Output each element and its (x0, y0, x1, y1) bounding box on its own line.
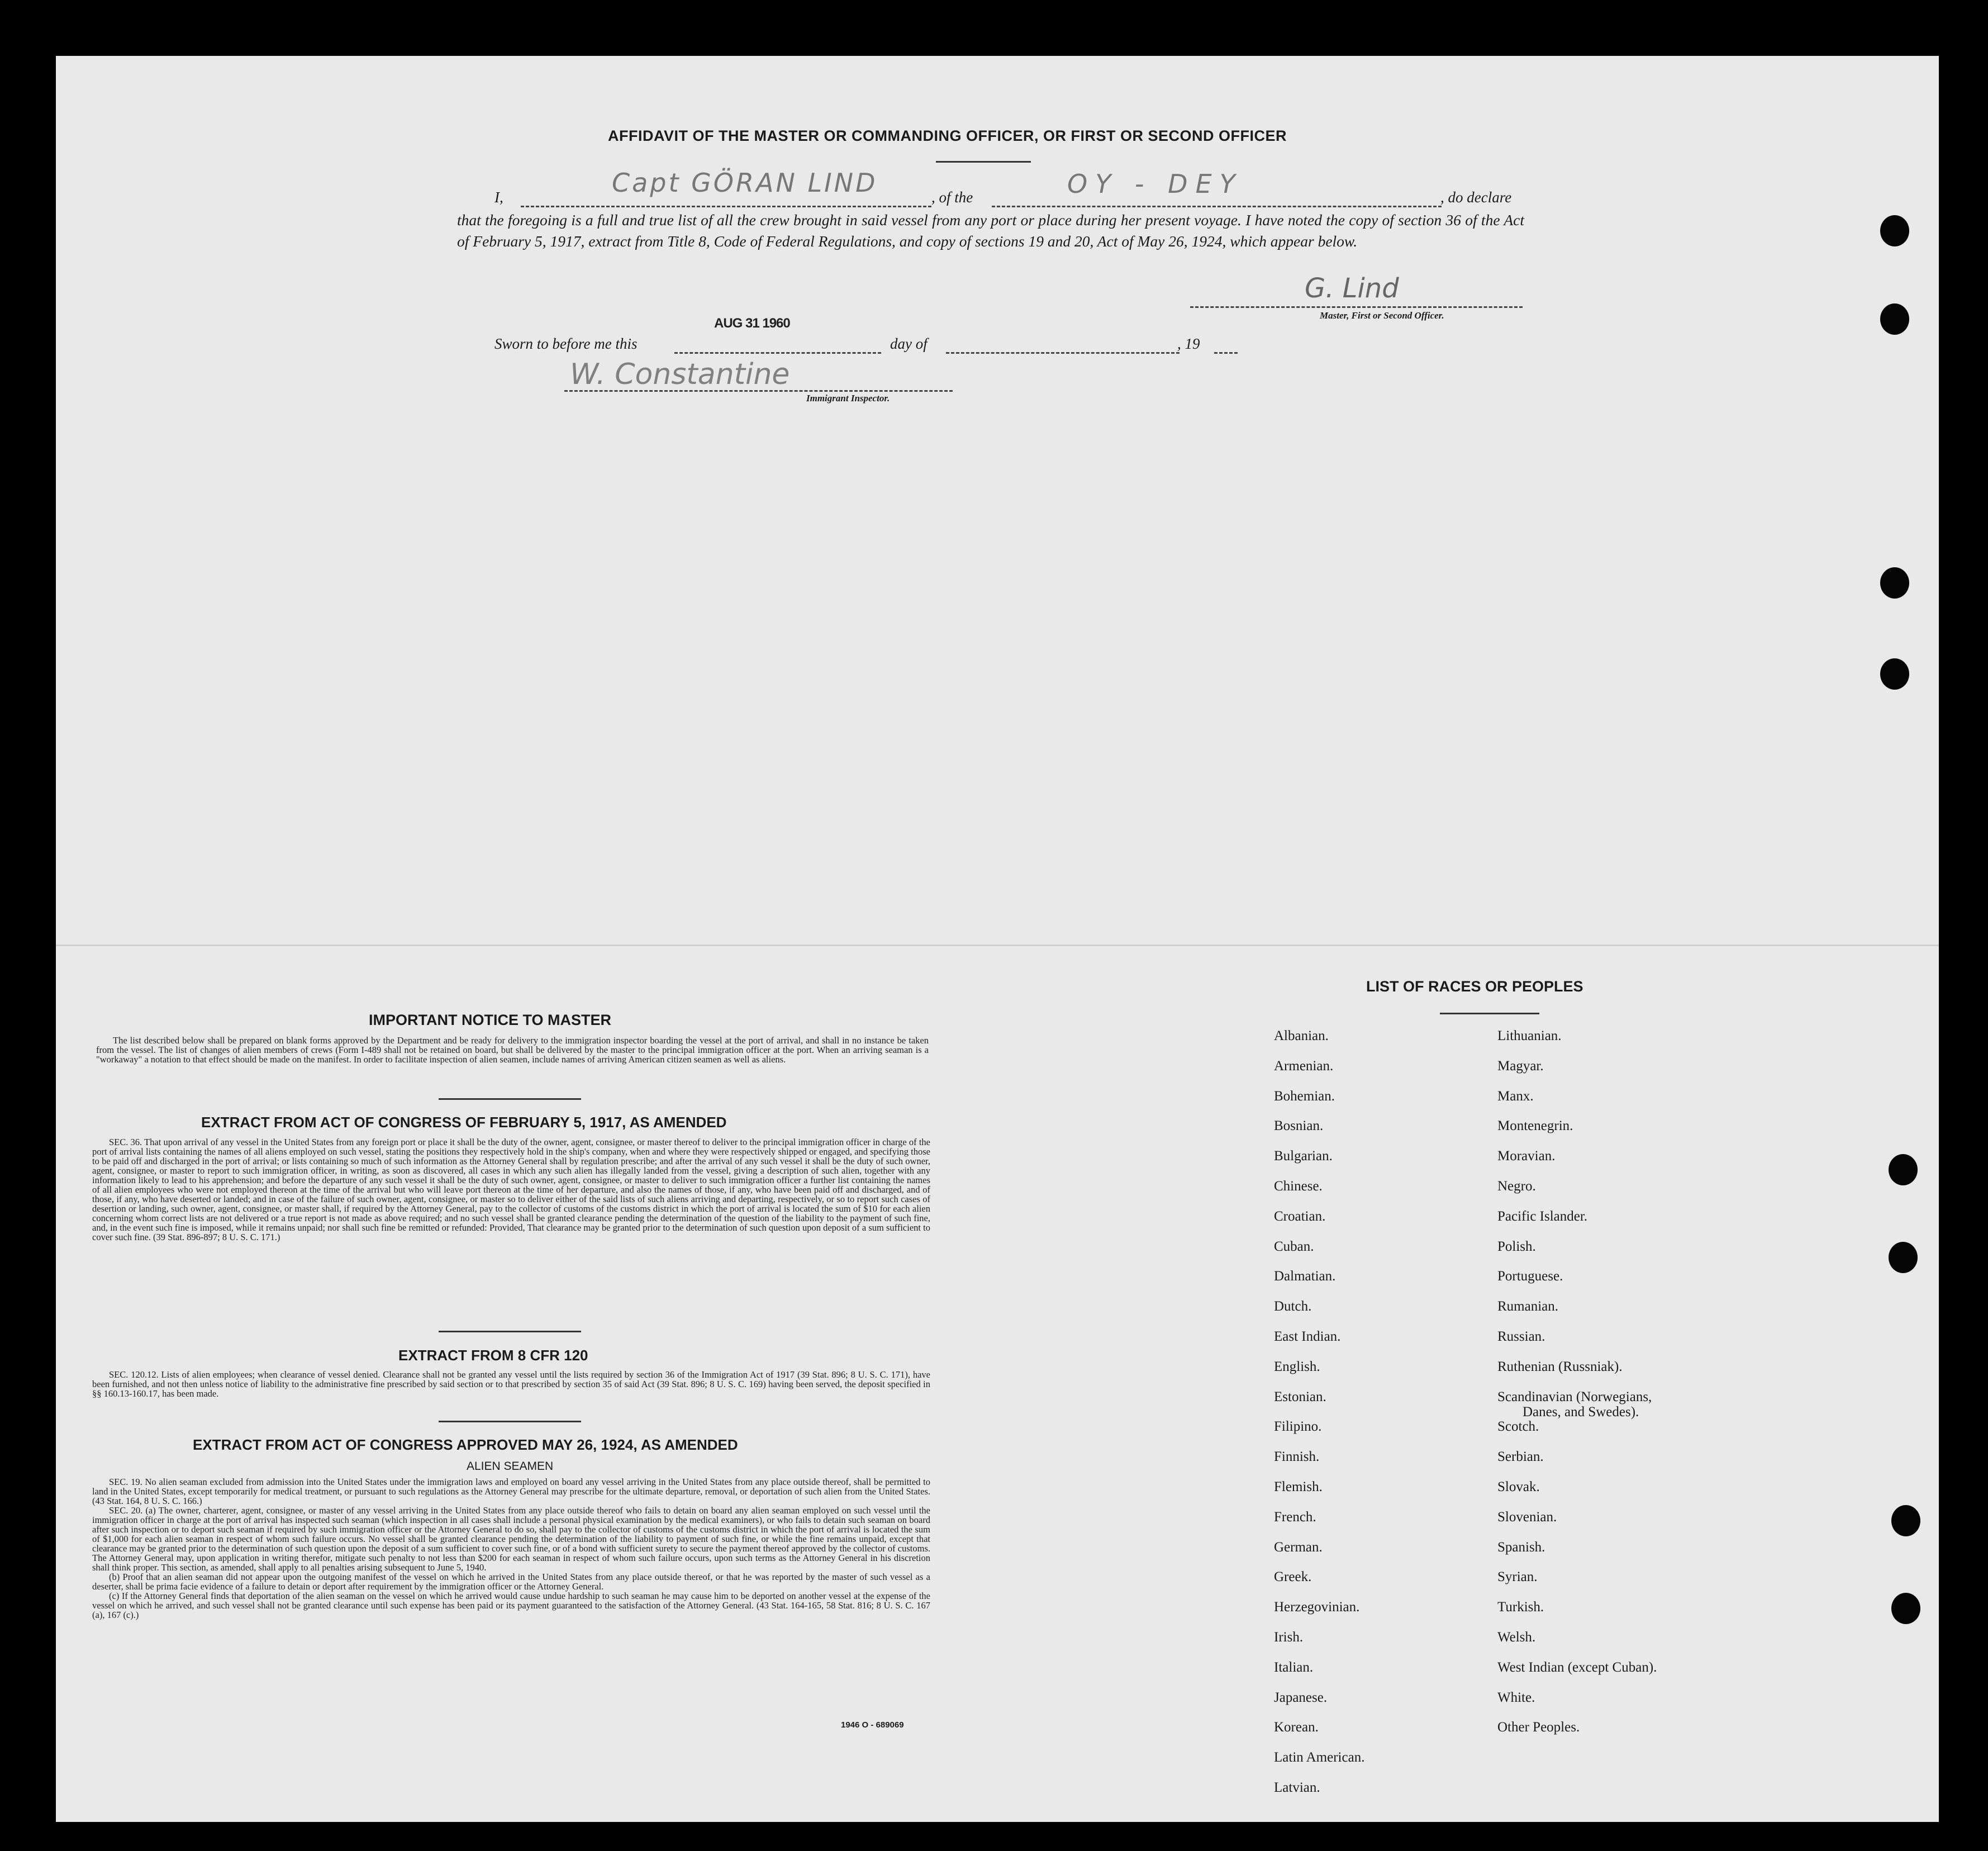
sec20c-paragraph: (c) If the Attorney General finds that deportation of the alien seaman on the vessel on which he arrived would cause undue hardship to such seaman he may cause him to be deported on another vessel at the expense of the vessel on which he arrived, and such vessel shall not be granted clearance until such expense has been paid or its payment guaranteed to the satisfaction of the Attorney General. (43 Stat. 164-165, 58 Stat. 816; 8 U. S. C. 167 (a), 167 (c).) (92, 1591, 930, 1620)
affidavit-title: AFFIDAVIT OF THE MASTER OR COMMANDING OFFICER, OR FIRST OR SECOND OFFICER (608, 127, 1287, 144)
race-left-item: Chinese. (1274, 1179, 1323, 1194)
race-left-item: Irish. (1274, 1630, 1304, 1645)
race-right-item: Polish. (1497, 1239, 1536, 1254)
race-left-item: Bulgarian. (1274, 1148, 1333, 1164)
sworn-prefix: Sworn to before me this (494, 335, 638, 352)
race-right-item: Portuguese. (1497, 1269, 1563, 1284)
year-blank (1214, 352, 1238, 354)
cfr-title: EXTRACT FROM 8 CFR 120 (398, 1347, 588, 1364)
race-right-item: Scotch. (1497, 1419, 1539, 1434)
page-fold (56, 945, 1939, 946)
alien-seamen-subtitle: ALIEN SEAMEN (467, 1460, 554, 1473)
race-right-item: Turkish. (1497, 1600, 1544, 1615)
master-signature: G. Lind (1305, 273, 1399, 304)
race-right-item: Rumanian. (1497, 1299, 1559, 1314)
extract-1924-body (92, 1477, 930, 1620)
affidavit-body: that the foregoing is a full and true list of all the crew brought in said vessel from any port or place during her present voyage. I have noted the copy of section 36 of the Act of February 5, 1917, extract from Title 8, Code of Federal Regulations, and copy of sections 19 and 20, Act of May 26, 1924, which appear below. (457, 211, 1524, 250)
race-left-item: Estonian. (1274, 1389, 1326, 1404)
sec20b-paragraph: (b) Proof that an alien seaman did not appear upon the outgoing manifest of the vessel on which he arrived in the United States from any place outside thereof, or that he was reported by the master of such vessel as a deserter, shall be prima facie evidence of a failure to detain or deport after requirement by the immigration officer or the Attorney General. (92, 1572, 930, 1592)
affidavit-line1-suffix: , do declare (1440, 189, 1512, 206)
master-signature-line (1190, 306, 1523, 308)
race-left-item: Bohemian. (1274, 1089, 1335, 1104)
race-left-item: Herzegovinian. (1274, 1600, 1360, 1615)
race-left-item: Croatian. (1274, 1209, 1326, 1224)
cfr-body (92, 1370, 930, 1398)
name-blank (521, 206, 931, 207)
section-rule (439, 1331, 581, 1332)
section-rule (439, 1421, 581, 1422)
punch-hole (1880, 215, 1909, 246)
punch-hole (1891, 1505, 1920, 1536)
race-left-item: Armenian. (1274, 1059, 1334, 1074)
races-title: LIST OF RACES OR PEOPLES (1366, 978, 1583, 995)
race-left-item: Latin American. (1274, 1750, 1365, 1765)
inspector-signature-line (564, 390, 953, 392)
race-left-item: Cuban. (1274, 1239, 1314, 1254)
race-left-item: Bosnian. (1274, 1118, 1324, 1133)
race-left-item: East Indian. (1274, 1329, 1341, 1344)
races-title-rule (1440, 1013, 1539, 1014)
print-code: 1946 O - 689069 (841, 1720, 904, 1730)
race-right-item: Negro. (1497, 1179, 1536, 1194)
race-right-item: Russian. (1497, 1329, 1545, 1344)
notice-body (96, 1036, 929, 1064)
vessel-blank (992, 206, 1442, 207)
extract-1924-title: EXTRACT FROM ACT OF CONGRESS APPROVED MAY 26, 1924, AS AMENDED (193, 1436, 738, 1453)
race-left-item: Flemish. (1274, 1479, 1323, 1494)
sec36-paragraph: SEC. 36. That upon arrival of any vessel in the United States from any foreign port or place it shall be the duty of the owner, agent, consignee, or master thereof to deliver to the principal immigration officer in charge of the port of arrival lists containing the names of all aliens employed on such vessel, stating the positions they respectively hold in the ship's company, when and where they were respectively shipped or engaged, and specifying those to be paid off and discharged in the port of arrival; or lists containing so much of such information as the Attorney General shall by regulation prescribe; and after the arrival of any such vessel it shall be the duty of such owner, agent, consignee, or master to report to such immigration officer, in writing, as soon as discovered, all cases in which any such alien has illegally landed from the vessel, giving a description of such alien, together with any information likely to lead to his apprehension; and before the departure of any such vessel it shall be the duty of such owner, agent, consignee, or master to deliver to such immigration officer a further list containing the names of all alien employees who were not employed thereon at the time of the arrival but who will leave port thereon at the time of her departure, and also the names of those, if any, who have been paid off and discharged, and of those, if any, who have deserted or landed; and in case of the failure of such owner, agent, consignee, or master so to deliver either of the said lists of such aliens arriving and departing, respectively, or so to report such cases of desertion or landing, such owner, agent, consignee, or master shall, if required by the Attorney General, pay to the collector of customs of the customs district in which the port of arrival is located the sum of $10 for each alien concerning whom correct lists are not delivered or a true report is not made as above required; and no such vessel shall be granted clearance pending the determination of the question of the liability to the payment of such fine, and, in the event such fine is imposed, while it remains unpaid; nor shall such fine be remitted or refunded: Provided, That clearance may be granted prior to the determination of such question upon deposit of a sum sufficient to cover such fine. (39 Stat. 896-897; 8 U. S. C. 171.) (92, 1137, 930, 1242)
race-left-item: German. (1274, 1540, 1323, 1555)
affidavit-line1-mid: , of the (931, 189, 973, 206)
title-rule (936, 161, 1031, 163)
section-rule (439, 1098, 581, 1100)
race-right-item: Manx. (1497, 1089, 1534, 1104)
affidavit-line1-prefix: I, (494, 189, 503, 206)
inspector-caption: Immigrant Inspector. (806, 393, 890, 404)
date-stamp: AUG 31 1960 (714, 316, 790, 331)
race-right-item: Spanish. (1497, 1540, 1545, 1555)
race-right-item: Syrian. (1497, 1569, 1538, 1584)
race-right-item: Welsh. (1497, 1630, 1536, 1645)
race-right-item: Danes, and Swedes). (1523, 1404, 1639, 1420)
punch-hole (1880, 658, 1909, 690)
race-left-item: Greek. (1274, 1569, 1312, 1584)
notice-paragraph: The list described below shall be prepared on blank forms approved by the Department and be ready for delivery to the immigration inspector boarding the vessel at the port of arrival, and shall in no instance be taken from the vessel. The list of changes of alien members of crews (Form I-489 shall not be retained on board, but shall be delivered by the master to the principal immigration officer at the port. When an arriving seaman is a "workaway" a notation to that effect should be made on the manifest. In order to facilitate inspection of alien seamen, include names of arriving American citizen seamen as well as aliens. (96, 1035, 929, 1065)
race-right-item: West Indian (except Cuban). (1497, 1660, 1657, 1675)
punch-hole (1880, 303, 1909, 335)
punch-hole (1889, 1242, 1918, 1273)
race-right-item: Other Peoples. (1497, 1720, 1580, 1735)
race-right-item: Slovak. (1497, 1479, 1540, 1494)
race-right-item: Montenegrin. (1497, 1118, 1573, 1133)
race-right-item: Ruthenian (Russniak). (1497, 1359, 1623, 1374)
race-right-item: Scandinavian (Norwegians, (1497, 1389, 1652, 1404)
race-left-item: Italian. (1274, 1660, 1314, 1675)
inspector-signature: W. Constantine (570, 358, 790, 391)
extract-1917-body (92, 1137, 930, 1242)
race-right-item: Slovenian. (1497, 1510, 1557, 1525)
month-blank (946, 352, 1180, 354)
race-left-item: Finnish. (1274, 1449, 1320, 1464)
notice-title: IMPORTANT NOTICE TO MASTER (369, 1012, 611, 1028)
race-left-item: Korean. (1274, 1720, 1319, 1735)
race-left-item: French. (1274, 1510, 1316, 1525)
race-left-item: Dalmatian. (1274, 1269, 1336, 1284)
handwritten-name: Capt GÖRAN LIND (612, 168, 878, 198)
race-left-item: Japanese. (1274, 1690, 1328, 1705)
race-right-item: Serbian. (1497, 1449, 1544, 1464)
sec20a-paragraph: SEC. 20. (a) The owner, charterer, agent, consignee, or master of any vessel arriving in the United States from any place outside thereof who fails to detain on board any alien seaman employed on such vessel until the immigration officer in charge at the port of arrival has inspected such seaman (which inspection in all cases shall include a personal physical examination by the medical examiners), or who fails to detain such seaman on board after such inspection or to deport such seaman if required by such immigration officer or the Attorney General to do so, shall pay to the collector of customs of the customs district in which the port of arrival is located the sum of $1,000 for each alien seaman in respect of whom such failure occurs. No vessel shall be granted clearance pending the determination of the liability to payment of such fine, or while the fine remains unpaid, except that clearance may be granted prior to the determination of such question upon the deposit of a sum sufficient to cover such fine, or of a bond with sufficient surety to secure the payment thereof approved by the collector of customs. The Attorney General may, upon application in writing therefor, mitigate such penalty to not less than $200 for each seaman in respect of whom such failure occurs, upon such terms as the Attorney General in his discretion shall think proper. This section, as amended, shall apply to all penalties arising subsequent to June 5, 1940. (92, 1505, 930, 1573)
punch-hole (1889, 1154, 1918, 1185)
race-left-item: English. (1274, 1359, 1320, 1374)
race-left-item: Filipino. (1274, 1419, 1322, 1434)
race-right-item: Moravian. (1497, 1148, 1556, 1164)
handwritten-vessel: OY - DEY (1067, 169, 1243, 199)
year-prefix: , 19 (1177, 335, 1200, 352)
race-right-item: Pacific Islander. (1497, 1209, 1588, 1224)
punch-hole (1891, 1593, 1920, 1624)
race-right-item: White. (1497, 1690, 1535, 1705)
race-left-item: Latvian. (1274, 1780, 1320, 1795)
race-right-item: Lithuanian. (1497, 1028, 1562, 1043)
sec19-paragraph: SEC. 19. No alien seaman excluded from admission into the United States under the immigration laws and employed on board any vessel arriving in the United States from any place outside thereof, shall be permitted to land in the United States, except temporarily for medical treatment, or pursuant to such regulations as the Attorney General may prescribe for the ultimate departure, removal, or deportation of such alien from the United States. (43 Stat. 164, 8 U. S. C. 166.) (92, 1477, 930, 1506)
race-left-item: Dutch. (1274, 1299, 1312, 1314)
extract-1917-title: EXTRACT FROM ACT OF CONGRESS OF FEBRUARY 5, 1917, AS AMENDED (201, 1114, 727, 1131)
race-right-item: Magyar. (1497, 1059, 1544, 1074)
day-of-label: day of (890, 335, 928, 352)
sec12012-paragraph: SEC. 120.12. Lists of alien employees; when clearance of vessel denied. Clearance shall not be granted any vessel until the lists required by section 36 of the Immigration Act of 1917 (39 Stat. 896; 8 U. S. C. 171), have been furnished, and not then unless notice of liability to the administrative fine prescribed by said section or to that prescribed by section 35 of said Act (39 Stat. 896; 8 U. S. C. 169) having been served, the deposit specified in §§ 160.13-160.17, has been made. (92, 1369, 930, 1399)
race-left-item: Albanian. (1274, 1028, 1329, 1043)
master-caption: Master, First or Second Officer. (1320, 310, 1444, 321)
punch-hole (1880, 567, 1909, 599)
sworn-date-blank (674, 352, 881, 354)
